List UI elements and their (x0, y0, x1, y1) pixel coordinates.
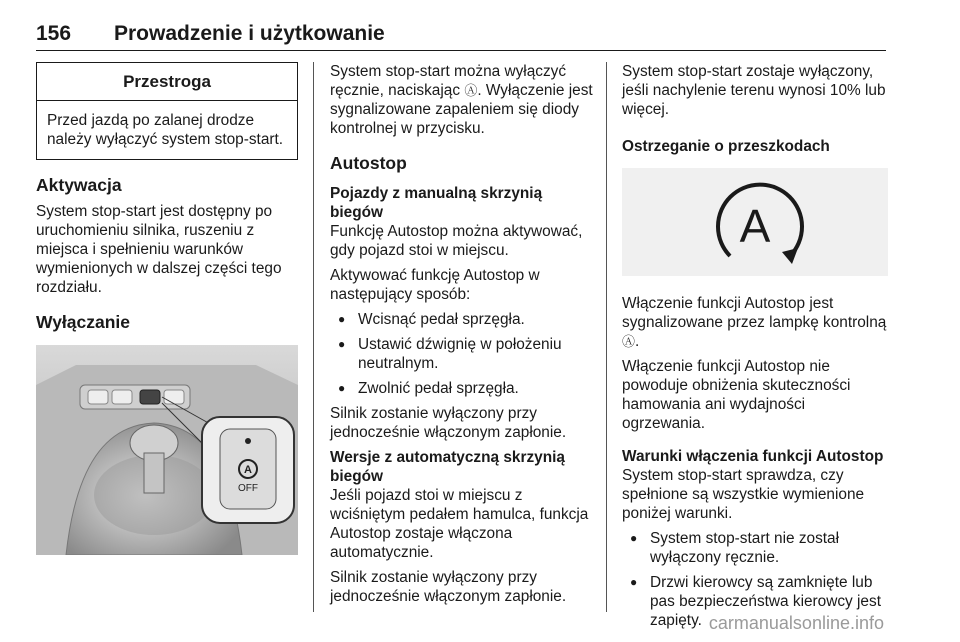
page-header (36, 14, 886, 51)
caution-box (36, 62, 298, 160)
paragraph: Funkcję Autostop można aktywować, gdy pojazd stoi w miejscu. (330, 223, 583, 259)
column-divider (313, 62, 314, 612)
column-divider (606, 62, 607, 612)
paragraph: Włączenie funkcji Autostop jest sygnalizowane przez lampkę kontrolną Ⓐ. (622, 295, 887, 350)
paragraph: Silnik zostanie wyłączony przy jednocześnie włączonym zapłonie. (330, 405, 567, 441)
paragraph: System stop-start można wyłączyć ręcznie, naciskając Ⓐ. Wyłączenie jest sygnalizowane zapaleniem się diody kontrolnej w przycisku. (330, 63, 593, 137)
column-2 (330, 62, 594, 606)
autostop-lamp-icon: Ⓐ (622, 334, 636, 349)
section-heading-aktywacja: Aktywacja (36, 175, 122, 195)
autostop-off-icon: Ⓐ (464, 83, 478, 98)
console-illustration (36, 345, 298, 555)
autostop-lamp-illustration (622, 168, 888, 276)
list-item: ● Ustawić dźwignię w położeniu neutralnym. (330, 335, 594, 373)
subheading-automatic: Wersje z automatyczną skrzynią biegów (330, 449, 565, 485)
caution-title: Przestroga (37, 63, 297, 101)
bullet-list (330, 310, 594, 398)
list-item: ● System stop-start nie został wyłączony ręcznie. (622, 529, 888, 567)
paragraph: Włączenie funkcji Autostop nie powoduje obniżenia skuteczności hamowania ani wydajności ogrzewania. (622, 358, 851, 432)
paragraph: Aktywować funkcję Autostop w następujący sposób: (330, 267, 540, 303)
section-heading-wylaczanie: Wyłączanie (36, 312, 131, 332)
autostop-lamp-icon (622, 168, 888, 276)
photo-button-letter: A (244, 464, 252, 476)
illustration-letter: A (739, 200, 771, 252)
paragraph: Silnik zostanie wyłączony przy jednocześnie włączonym zapłonie. (330, 569, 567, 605)
paragraph: System stop-start zostaje wyłączony, jeśli nachylenie terenu wynosi 10% lub więcej. (622, 63, 886, 118)
column-1 (36, 62, 298, 555)
column-3 (622, 62, 888, 630)
paragraph: System stop-start sprawdza, czy spełnione są wszystkie wymienione poniżej warunki. (622, 467, 865, 522)
subheading-manual: Pojazdy z manualną skrzynią biegów (330, 185, 543, 221)
section-heading-autostop: Autostop (330, 153, 407, 173)
caution-text: Przed jazdą po zalanej drodze należy wyłączyć system stop-start. (47, 112, 284, 148)
subheading-conditions: Warunki włączenia funkcji Autostop (622, 448, 884, 465)
list-item: ● Drzwi kierowcy są zamknięte lub pas bezpieczeństwa kierowcy jest zapięty. (622, 573, 888, 630)
page-number: 156 (36, 22, 72, 45)
watermark: carmanualsonline.info (708, 613, 884, 633)
photo-button-off-label: OFF (238, 483, 258, 494)
subheading-warning: Ostrzeganie o przeszkodach (622, 138, 830, 155)
list-item: ● Wcisnąć pedał sprzęgła. (330, 310, 594, 329)
list-item: ● Zwolnić pedał sprzęgła. (330, 379, 594, 398)
paragraph: Jeśli pojazd stoi w miejscu z wciśniętym pedałem hamulca, funkcja Autostop zostaje włączona automatycznie. (330, 487, 589, 561)
console-photo (36, 345, 298, 555)
running-title: Prowadzenie i użytkowanie (114, 22, 385, 45)
paragraph: System stop-start jest dostępny po uruchomieniu silnika, ruszeniu z miejsca i spełnieniu warunków wymienionych w dalszej części tego rozdziału. (36, 203, 282, 296)
